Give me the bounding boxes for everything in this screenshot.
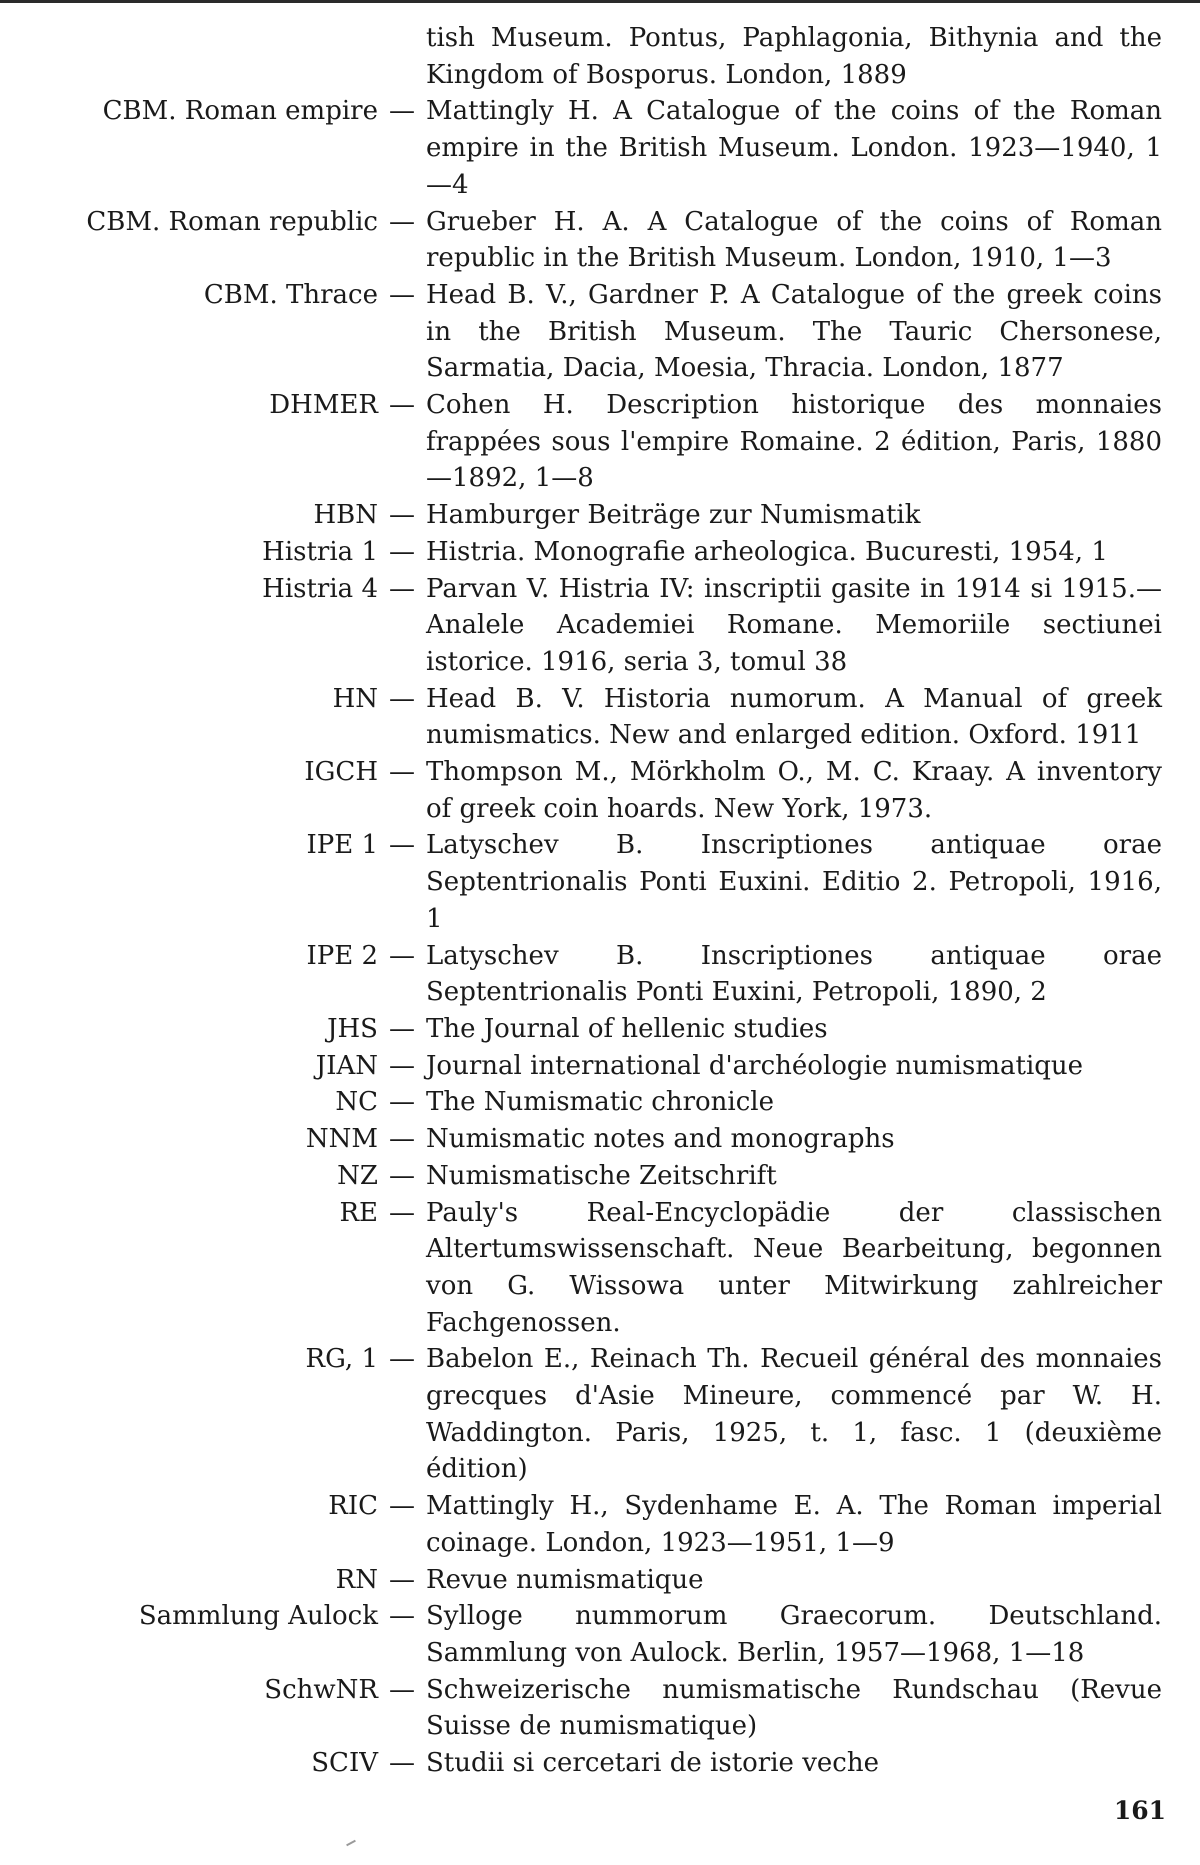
entry-jian (0, 1048, 1200, 1085)
entry-abbreviation: SchwNR (0, 1672, 378, 1709)
entry-dash: — (378, 93, 426, 130)
entry-reference: Revue numismatique (426, 1562, 1162, 1599)
entry-abbreviation: CBM. Roman empire (0, 93, 378, 130)
entry-dash: — (378, 1084, 426, 1121)
entry-dash: — (378, 1195, 426, 1232)
entry-abbreviation: Sammlung Aulock (0, 1598, 378, 1635)
entry-sammlung-aulock (0, 1598, 1200, 1671)
entry-reference: Head B. V. Historia numorum. A Manual of greek numismatics. New and enlarged edition. Oxford. 1911 (426, 681, 1162, 754)
entry-abbreviation: NC (0, 1084, 378, 1121)
entry-reference: Studii si cercetari de istorie veche (426, 1745, 1162, 1782)
entry-rg-1 (0, 1341, 1200, 1488)
entry-abbreviation: IPE 1 (0, 827, 378, 864)
entry-sciv (0, 1745, 1200, 1782)
entry-abbreviation: HBN (0, 497, 378, 534)
entry-jhs (0, 1011, 1200, 1048)
entry-nnm (0, 1121, 1200, 1158)
entry-re (0, 1195, 1200, 1342)
entry-dash: — (378, 1048, 426, 1085)
entry-dash: — (378, 1745, 426, 1782)
entry-abbreviation: RE (0, 1195, 378, 1232)
entry-reference: Latyschev B. Inscriptiones antiquae orae Septentrionalis Ponti Euxini, Petropoli, 1890, 2 (426, 938, 1162, 1011)
entry-reference: Numismatic notes and monographs (426, 1121, 1162, 1158)
entry-abbreviation: RIC (0, 1488, 378, 1525)
entry-abbreviation: JIAN (0, 1048, 378, 1085)
entry-abbreviation: HN (0, 681, 378, 718)
entry-histria-4 (0, 571, 1200, 681)
entry-ric (0, 1488, 1200, 1561)
top-rule (0, 0, 1200, 3)
entry-dash: — (378, 938, 426, 975)
entry-reference: Histria. Monografie arheologica. Bucuresti, 1954, 1 (426, 534, 1162, 571)
entry-abbreviation: IGCH (0, 754, 378, 791)
entry-dash: — (378, 1598, 426, 1635)
entry-reference: The Numismatic chronicle (426, 1084, 1162, 1121)
entry-reference: Sylloge nummorum Graecorum. Deutschland. Sammlung von Aulock. Berlin, 1957—1968, 1—18 (426, 1598, 1162, 1671)
entry-abbreviation: DHMER (0, 387, 378, 424)
entry-dash: — (378, 204, 426, 241)
entry-dash: — (378, 1672, 426, 1709)
entry-histria-1 (0, 534, 1200, 571)
entry-reference: Mattingly H., Sydenhame E. A. The Roman imperial coinage. London, 1923—1951, 1—9 (426, 1488, 1162, 1561)
entry-dash: — (378, 277, 426, 314)
entry-rn (0, 1562, 1200, 1599)
entry-reference: Cohen H. Description historique des monnaies frappées sous l'empire Romaine. 2 édition, Paris, 1880—1892, 1—8 (426, 387, 1162, 497)
entry-cbm-thrace (0, 277, 1200, 387)
scan-speck (346, 1840, 356, 1846)
entry-reference: Hamburger Beiträge zur Numismatik (426, 497, 1162, 534)
entry-reference: Thompson M., Mörkholm O., M. C. Kraay. A inventory of greek coin hoards. New York, 1973. (426, 754, 1162, 827)
entry-reference: tish Museum. Pontus, Paphlagonia, Bithynia and the Kingdom of Bosporus. London, 1889 (426, 20, 1162, 93)
entry-reference: Grueber H. A. A Catalogue of the coins of Roman republic in the British Museum. London, 1910, 1—3 (426, 204, 1162, 277)
entry-abbreviation: Histria 1 (0, 534, 378, 571)
entry-dash: — (378, 754, 426, 791)
entry-schwnr (0, 1672, 1200, 1745)
entry-dash: — (378, 387, 426, 424)
entry-dash: — (378, 1158, 426, 1195)
page-number: 161 (1114, 1796, 1166, 1825)
entry-dhmer (0, 387, 1200, 497)
entry-reference: Numismatische Zeitschrift (426, 1158, 1162, 1195)
entry-reference: Latyschev B. Inscriptiones antiquae orae Septentrionalis Ponti Euxini. Editio 2. Petropoli, 1916, 1 (426, 827, 1162, 937)
entry-reference: Parvan V. Histria IV: inscriptii gasite in 1914 si 1915.— Analele Academiei Romane. Memoriile sectiunei istorice. 1916, seria 3, tomul 38 (426, 571, 1162, 681)
entry-dash: — (378, 1488, 426, 1525)
entry-abbreviation: RG, 1 (0, 1341, 378, 1378)
entry-abbreviation: CBM. Thrace (0, 277, 378, 314)
entry-continuation (0, 20, 1200, 93)
entry-cbm-roman-empire (0, 93, 1200, 203)
entry-reference: Pauly's Real-Encyclopädie der classischen Altertumswissenschaft. Neue Bearbeitung, begonnen von G. Wissowa unter Mitwirkung zahlreicher Fachgenossen. (426, 1195, 1162, 1342)
entry-abbreviation: SCIV (0, 1745, 378, 1782)
entry-nc (0, 1084, 1200, 1121)
entry-reference: Schweizerische numismatische Rundschau (Revue Suisse de numismatique) (426, 1672, 1162, 1745)
entry-abbreviation: Histria 4 (0, 571, 378, 608)
entry-abbreviation: RN (0, 1562, 378, 1599)
entry-ipe-1 (0, 827, 1200, 937)
entry-reference: Journal international d'archéologie numismatique (426, 1048, 1162, 1085)
entry-ipe-2 (0, 938, 1200, 1011)
entry-reference: The Journal of hellenic studies (426, 1011, 1162, 1048)
entry-reference: Head B. V., Gardner P. A Catalogue of the greek coins in the British Museum. The Tauric Chersonese, Sarmatia, Dacia, Moesia, Thracia. London, 1877 (426, 277, 1162, 387)
entry-hbn (0, 497, 1200, 534)
abbreviations-list (0, 20, 1200, 1782)
entry-dash: — (378, 571, 426, 608)
entry-dash: — (378, 497, 426, 534)
entry-abbreviation: NNM (0, 1121, 378, 1158)
entry-dash: — (378, 681, 426, 718)
entry-abbreviation: IPE 2 (0, 938, 378, 975)
entry-dash: — (378, 534, 426, 571)
entry-reference: Mattingly H. A Catalogue of the coins of the Roman empire in the British Museum. London. 1923—1940, 1—4 (426, 93, 1162, 203)
entry-hn (0, 681, 1200, 754)
entry-dash: — (378, 1341, 426, 1378)
entry-reference: Babelon E., Reinach Th. Recueil général des monnaies grecques d'Asie Mineure, commencé par W. H. Waddington. Paris, 1925, t. 1, fasc. 1 (deuxième édition) (426, 1341, 1162, 1488)
entry-dash: — (378, 1562, 426, 1599)
entry-dash: — (378, 1121, 426, 1158)
entry-igch (0, 754, 1200, 827)
entry-dash: — (378, 827, 426, 864)
entry-cbm-roman-republic (0, 204, 1200, 277)
entry-abbreviation: JHS (0, 1011, 378, 1048)
entry-dash: — (378, 1011, 426, 1048)
entry-abbreviation: CBM. Roman republic (0, 204, 378, 241)
entry-nz (0, 1158, 1200, 1195)
entry-abbreviation: NZ (0, 1158, 378, 1195)
